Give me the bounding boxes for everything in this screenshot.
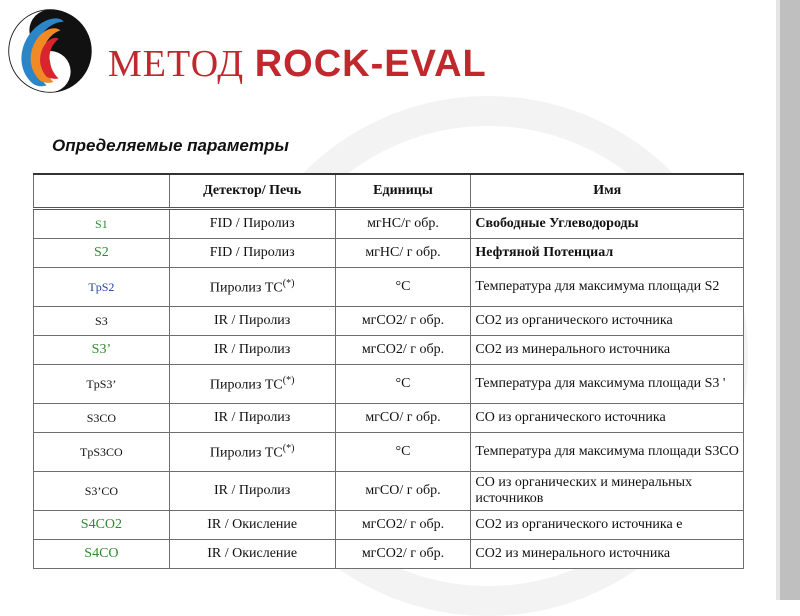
parameters-table [33,173,744,569]
title-part-method: МЕТОД [108,43,255,85]
name-cell: Температура для максимума площади S3 ' [471,365,744,404]
detector-cell [169,404,335,433]
units-cell: мгCO2/ г обр. [335,307,471,336]
detector-text: FID / Пиролиз [209,245,295,260]
units-cell: мгCO/ г обр. [335,472,471,511]
param-cell: TpS3’ [34,365,170,404]
table-row [34,268,744,307]
param-cell: TpS2 [34,268,170,307]
param-cell: S3’CO [34,472,170,511]
name-cell: Нефтяной Потенциал [471,239,744,268]
header-detector: Детектор/ Печь [169,174,335,209]
title-part-rock-eval: ROCK-EVAL [254,43,487,85]
name-cell: CO2 из органического источника [471,307,744,336]
detector-cell [169,511,335,540]
right-edge-bar [780,0,800,600]
detector-cell [169,336,335,365]
footnote-mark: (*) [282,374,295,386]
detector-text: IR / Окисление [207,546,298,561]
name-cell: Свободные Углеводороды [471,209,744,239]
header-name: Имя [471,174,744,209]
param-cell: S3CO [34,404,170,433]
detector-text: IR / Пиролиз [214,313,291,328]
detector-text: Пиролиз ТС [209,377,283,393]
units-cell: мгCO/ г обр. [335,404,471,433]
param-cell: S2 [34,239,170,268]
param-cell: S3 [34,307,170,336]
page-title [108,42,487,86]
units-cell: °C [335,268,471,307]
param-cell: S4CO2 [34,511,170,540]
detector-cell [169,365,335,404]
detector-text: FID / Пиролиз [209,216,295,231]
param-cell: TpS3CO [34,433,170,472]
units-cell: мгHC/г обр. [335,209,471,239]
units-cell: мгCO2/ г обр. [335,511,471,540]
name-cell: CO2 из органического источника е [471,511,744,540]
table-row [34,472,744,511]
param-cell: S4CO [34,540,170,569]
units-cell: °C [335,365,471,404]
units-cell: мгHC/ г обр. [335,239,471,268]
table-row [34,540,744,569]
header-units: Единицы [335,174,471,209]
detector-cell [169,268,335,307]
table-row [34,404,744,433]
header-param [34,174,170,209]
units-cell: мгCO2/ г обр. [335,540,471,569]
units-cell: °C [335,433,471,472]
table-row [34,307,744,336]
param-cell: S3’ [34,336,170,365]
detector-text: IR / Пиролиз [214,483,291,498]
table-header-row [34,174,744,209]
units-cell: мгCO2/ г обр. [335,336,471,365]
name-cell: CO из органического источника [471,404,744,433]
name-cell: CO2 из минерального источника [471,336,744,365]
detector-cell [169,472,335,511]
name-cell: Температура для максимума площади S2 [471,268,744,307]
name-cell: CO из органических и минеральных источников [471,472,744,511]
name-cell: CO2 из минерального источника [471,540,744,569]
detector-text: IR / Окисление [207,517,298,532]
table-body [34,209,744,569]
table-row [34,336,744,365]
name-cell: Температура для максимума площади S3CO [471,433,744,472]
table-row [34,209,744,239]
footnote-mark: (*) [282,277,295,289]
detector-cell [169,433,335,472]
detector-text: Пиролиз ТС [209,280,283,296]
footnote-mark: (*) [282,442,295,454]
detector-text: IR / Пиролиз [214,342,291,357]
detector-cell [169,540,335,569]
detector-text: Пиролиз ТС [209,445,283,461]
section-subtitle: Определяемые параметры [52,136,289,155]
detector-cell [169,239,335,268]
detector-cell [169,307,335,336]
table-row [34,433,744,472]
detector-cell [169,209,335,239]
param-cell: S1 [34,209,170,239]
company-logo-icon [7,8,93,94]
table-row [34,239,744,268]
detector-text: IR / Пиролиз [214,410,291,425]
table-row [34,511,744,540]
table-row [34,365,744,404]
